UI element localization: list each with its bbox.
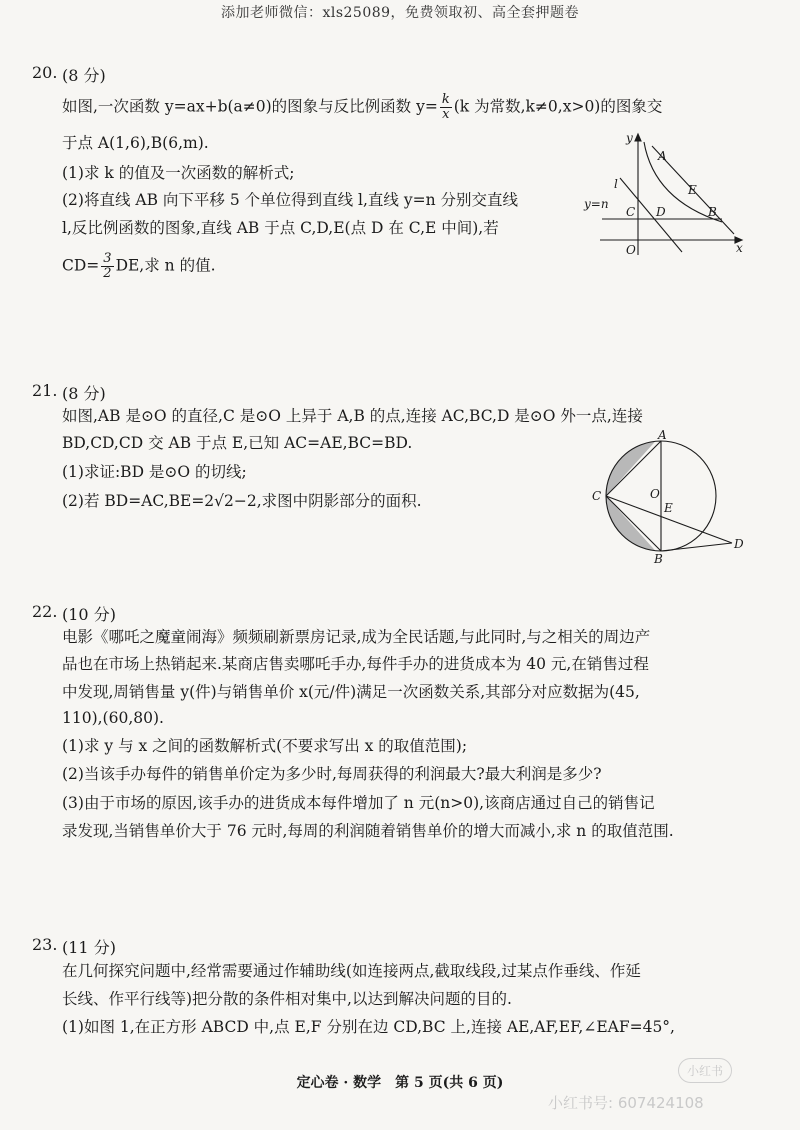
q20-line-1 xyxy=(62,93,662,122)
q22-line-1: 电影《哪吒之魔童闹海》频频刷新票房记录,成为全民话题,与此同时,与之相关的周边产 xyxy=(62,628,651,646)
q20-frac-num: k xyxy=(441,92,450,107)
q22-line-2: 品也在市场上热销起来.某商店售卖哪吒手办,每件手办的进货成本为 40 元,在销售过程 xyxy=(62,655,649,673)
q20-ratio-num: 3 xyxy=(103,251,112,266)
q20-label-a: A xyxy=(658,149,667,163)
q20-line-5: l,反比例函数的图象,直线 AB 于点 C,D,E(点 D 在 C,E 中间),若 xyxy=(62,219,499,237)
q20-figure xyxy=(582,130,752,260)
q22-line-5: (1)求 y 与 x 之间的函数解析式(不要求写出 x 的取值范围); xyxy=(62,737,468,755)
q21-line-4: (2)若 BD=AC,BE=2√2−2,求图中阴影部分的面积. xyxy=(62,492,422,510)
q21-label-d: D xyxy=(734,537,744,551)
q21-label-o: O xyxy=(650,487,660,501)
q20-label-e: E xyxy=(688,183,697,197)
q21-label-a: A xyxy=(658,428,667,442)
q22-line-6: (2)当该手办每件的销售单价定为多少时,每周获得的利润最大?最大利润是多少? xyxy=(62,765,602,783)
q21-figure xyxy=(588,428,758,566)
q20-label-x: x xyxy=(736,241,743,255)
q23-number: 23. xyxy=(32,935,58,954)
q20-label-l: l xyxy=(614,177,618,191)
q20-label-d: D xyxy=(656,205,666,219)
q20-label-c: C xyxy=(626,205,636,219)
q20-label-yn: y=n xyxy=(584,197,609,211)
q22-line-3: 中发现,周销售量 y(件)与销售单价 x(元/件)满足一次函数关系,其部分对应数据为(45, xyxy=(62,683,640,701)
q20-ratio-den: 2 xyxy=(103,266,112,281)
q21-line-bd xyxy=(661,543,732,551)
q23-line-1: 在几何探究问题中,经常需要通过作辅助线(如连接两点,截取线段,过某点作垂线、作延 xyxy=(62,962,641,980)
watermark-badge: 小红书 xyxy=(678,1058,732,1083)
q20-number: 20. xyxy=(32,63,58,82)
q21-label-b: B xyxy=(654,552,663,566)
q23-line-2: 长线、作平行线等)把分散的条件相对集中,以达到解决问题的目的. xyxy=(62,990,512,1008)
q20-frac-den: x xyxy=(442,107,450,122)
q20-line-2: 于点 A(1,6),B(6,m). xyxy=(62,134,209,152)
q20-label-b: B xyxy=(708,205,717,219)
q21-label-c: C xyxy=(592,489,602,503)
q20-ratio-fraction xyxy=(101,252,113,281)
q20-y-arrow xyxy=(635,134,641,141)
q22-score: (10 分) xyxy=(62,605,116,624)
q21-line-3: (1)求证:BD 是⊙O 的切线; xyxy=(62,463,247,481)
q22-line-4: 110),(60,80). xyxy=(62,709,164,727)
watermark-id: 小红书号: 607424108 xyxy=(548,1094,704,1112)
q20-score: (8 分) xyxy=(62,66,106,85)
q21-line-1: 如图,AB 是⊙O 的直径,C 是⊙O 上异于 A,B 的点,连接 AC,BC,D 是⊙O 外一点,连接 xyxy=(62,407,643,425)
q20-line-4: (2)将直线 AB 向下平移 5 个单位得到直线 l,直线 y=n 分别交直线 xyxy=(62,191,519,209)
q23-score: (11 分) xyxy=(62,938,116,957)
q20-line-6b: DE,求 n 的值. xyxy=(115,256,216,275)
q20-line-6 xyxy=(62,252,216,281)
q21-line-2: BD,CD,CD 交 AB 于点 E,已知 AC=AE,BC=BD. xyxy=(62,434,413,452)
q20-line-3: (1)求 k 的值及一次函数的解析式; xyxy=(62,164,295,182)
q20-line-6a: CD= xyxy=(62,256,100,275)
q20-line-1b: (k 为常数,k≠0,x>0)的图象交 xyxy=(453,97,663,116)
q21-number: 21. xyxy=(32,381,58,400)
q20-fraction xyxy=(440,93,452,122)
q21-label-e: E xyxy=(664,501,673,515)
q22-number: 22. xyxy=(32,602,58,621)
q21-score: (8 分) xyxy=(62,384,106,403)
q22-line-7: (3)由于市场的原因,该手办的进货成本每件增加了 n 元(n>0),该商店通过自己的销售记 xyxy=(62,794,655,812)
q23-line-3: (1)如图 1,在正方形 ABCD 中,点 E,F 分别在边 CD,BC 上,连接 AE,AF,EF,∠EAF=45°, xyxy=(62,1018,675,1036)
q20-line-1a: 如图,一次函数 y=ax+b(a≠0)的图象与反比例函数 y= xyxy=(62,97,438,116)
promo-header: 添加老师微信：xls25089，免费领取初、高全套押题卷 xyxy=(220,5,580,21)
q22-line-8: 录发现,当销售单价大于 76 元时,每周的利润随着销售单价的增大而减小,求 n 的取值范围. xyxy=(62,822,674,840)
q20-label-y: y xyxy=(626,131,633,145)
q20-label-o: O xyxy=(626,243,636,257)
page-footer: 定心卷 · 数学 第 5 页(共 6 页) xyxy=(296,1075,504,1091)
